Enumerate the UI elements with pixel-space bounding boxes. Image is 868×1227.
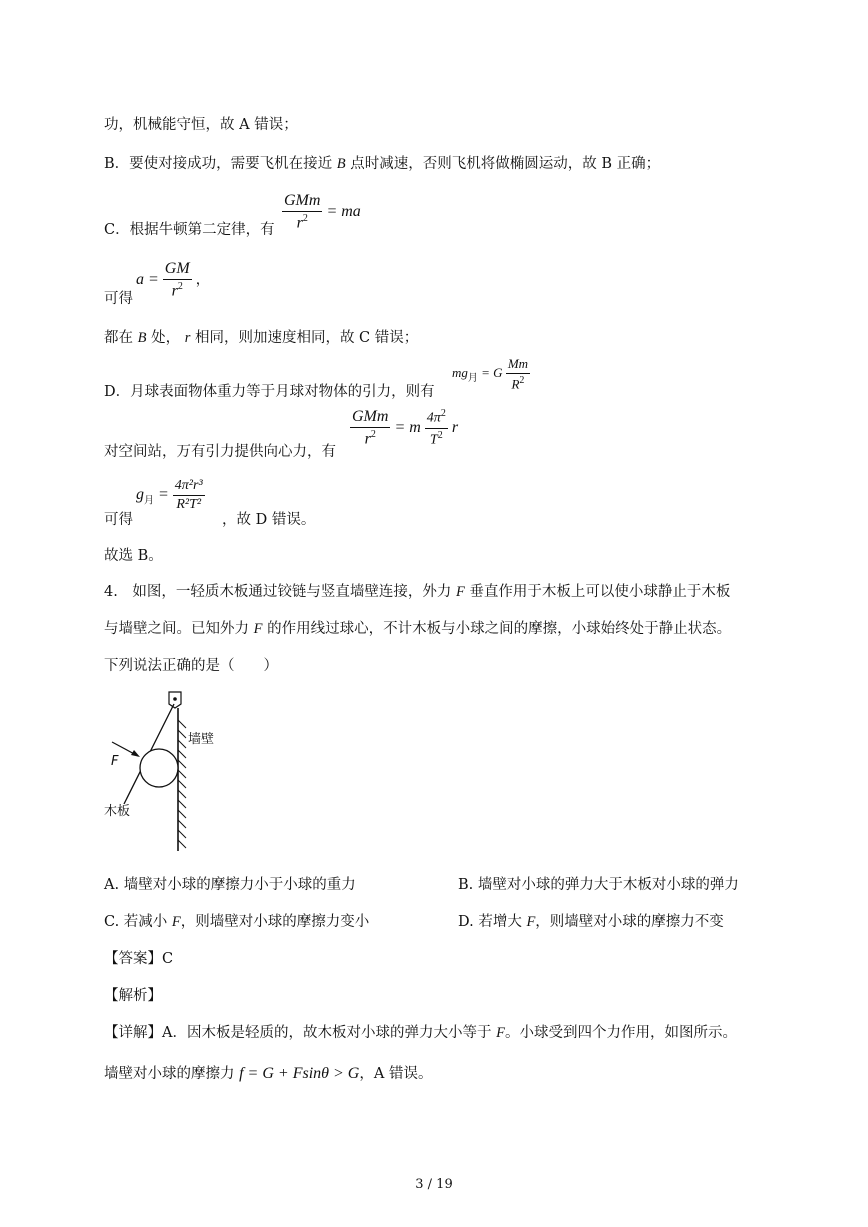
text: 。小球受到四个力作用，如图所示。	[504, 1025, 737, 1041]
text-line-2	[104, 152, 660, 173]
text: 处，	[151, 330, 181, 346]
equation-acceleration	[136, 260, 210, 300]
numerator: GM	[163, 260, 192, 280]
exponent: 2	[519, 375, 525, 386]
denominator	[425, 429, 448, 449]
text: F	[253, 621, 263, 637]
denominator	[282, 212, 322, 232]
detail-line	[104, 1021, 737, 1042]
rhs: = ma	[326, 202, 361, 220]
eq: =	[158, 486, 169, 504]
text: 可得	[104, 512, 133, 528]
option-text: ，则墙壁对小球的摩擦力不变	[535, 914, 724, 930]
denominator	[163, 280, 192, 300]
text: B	[137, 330, 147, 346]
text: 4. 如图，一轻质木板通过铰链与竖直墙壁连接，外力	[104, 584, 452, 600]
denominator	[350, 428, 390, 448]
friction-line	[104, 1062, 432, 1083]
text: D．月球表面物体重力等于月球对物体的引力，则有	[104, 384, 435, 400]
label-board: 木板	[104, 804, 131, 819]
answer-line	[104, 947, 173, 968]
den-text: r	[364, 430, 371, 448]
fraction	[350, 408, 390, 448]
num-text: 4π	[426, 410, 441, 426]
text: 点时减速，否则飞机将做椭圆运动，故 B 正确；	[350, 156, 661, 172]
subscript: 月	[467, 372, 478, 384]
fraction-2	[425, 408, 448, 448]
wall-board-ball-figure	[100, 686, 230, 856]
label-wall: 墙壁	[188, 732, 215, 747]
den-text: r	[171, 282, 178, 300]
text-line-5	[104, 326, 418, 347]
subscript: 月	[144, 495, 154, 507]
text: r	[184, 330, 191, 346]
text: ，故 D 错误。	[222, 512, 316, 528]
text: 都在	[104, 330, 133, 346]
page-number: 3 / 19	[415, 1177, 453, 1192]
text: F	[496, 1025, 505, 1041]
numerator: 4π²r³	[173, 478, 205, 496]
text: 的作用线过球心，不计木板与小球之间的摩擦，小球始终处于静止状态。	[267, 621, 732, 637]
denominator	[506, 374, 530, 392]
question-4-line-1	[104, 580, 730, 601]
comma: ，	[195, 271, 210, 288]
exponent: 2	[177, 281, 183, 292]
text: F	[455, 584, 465, 600]
wall-hatching	[178, 720, 186, 848]
text-line-4	[104, 287, 133, 308]
force-arrow-head	[131, 750, 140, 757]
text: 【解析】	[104, 988, 162, 1004]
lhs: mg	[452, 365, 468, 381]
text: ，A 错误。	[359, 1066, 433, 1082]
option-D	[458, 910, 724, 931]
option-text: A. 墙壁对小球的摩擦力小于小球的重力	[104, 877, 356, 893]
text: B	[336, 156, 346, 172]
numerator: Mm	[506, 356, 530, 374]
den-text: r	[296, 214, 303, 232]
text: 可得	[104, 291, 133, 307]
text-line-7	[104, 440, 336, 461]
equation-newton	[282, 192, 361, 232]
numerator	[425, 408, 448, 429]
fraction	[282, 192, 322, 232]
text: 墙壁对小球的摩擦力	[104, 1066, 235, 1082]
exponent: 2	[440, 408, 446, 420]
option-text: F	[171, 914, 181, 930]
option-text: C. 若减小	[104, 914, 168, 930]
option-text: B. 墙壁对小球的弹力大于木板对小球的弹力	[458, 877, 739, 893]
ball	[140, 749, 178, 787]
text: 故选 B。	[104, 548, 163, 564]
numerator: GMm	[282, 192, 322, 212]
text-line-3	[104, 218, 275, 239]
option-A	[104, 873, 356, 894]
text: 【详解】A．因木板是轻质的，故木板对小球的弹力大小等于	[104, 1025, 492, 1041]
question-4-line-3	[104, 654, 278, 675]
exponent: 2	[370, 429, 376, 440]
friction-equation: f = G + Fsinθ > G	[239, 1065, 360, 1082]
lhs: g	[136, 486, 144, 504]
text-line-8	[104, 508, 133, 529]
fraction	[163, 260, 192, 300]
option-C	[104, 910, 369, 931]
equation-moon-gravity	[452, 356, 530, 392]
text: 垂直作用于木板上可以使小球静止于木板	[469, 584, 731, 600]
option-text: D. 若增大	[458, 914, 522, 930]
hinge-pin	[173, 697, 177, 701]
label-F: F	[111, 754, 119, 769]
text: B．要使对接成功，需要飞机在接近	[104, 156, 333, 172]
text: 相同，则加速度相同，故 C 错误；	[194, 330, 419, 346]
fraction	[173, 478, 205, 513]
text-line-6	[104, 380, 435, 401]
numerator: GMm	[350, 408, 390, 428]
option-text: ，则墙壁对小球的摩擦力变小	[180, 914, 370, 930]
text-line-9	[104, 544, 163, 565]
analysis-heading	[104, 984, 162, 1005]
den-text: R	[511, 376, 520, 392]
exponent: 2	[437, 429, 443, 441]
eq: = G	[481, 365, 503, 381]
lhs: a =	[136, 270, 159, 288]
text-line-8b	[222, 508, 315, 529]
option-text: F	[526, 914, 536, 930]
text: 下列说法正确的是（ ）	[104, 658, 278, 674]
eq: = m	[394, 418, 421, 436]
denominator: R²T²	[176, 497, 202, 512]
exponent: 2	[302, 213, 308, 224]
tail: r	[451, 418, 459, 436]
text: 与墙壁之间。已知外力	[104, 621, 249, 637]
text: 【答案】C	[104, 951, 174, 967]
equation-g-moon	[136, 478, 205, 513]
text: 对空间站，万有引力提供向心力，有	[104, 444, 336, 460]
equation-station	[350, 408, 458, 448]
fraction	[506, 356, 530, 392]
text: 功，机械能守恒，故 A 错误；	[104, 117, 298, 133]
text-line-1	[104, 113, 298, 134]
question-4-line-2	[104, 617, 731, 638]
den-text: T	[429, 432, 438, 448]
text: C．根据牛顿第二定律，有	[104, 222, 275, 238]
option-B	[458, 873, 739, 894]
